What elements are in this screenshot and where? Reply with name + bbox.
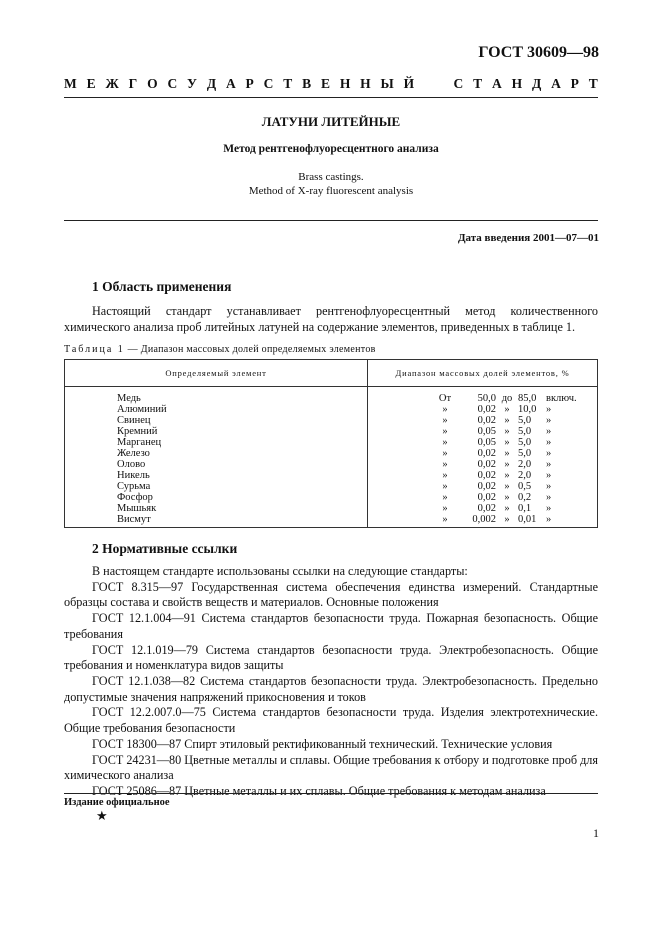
range-to-value: 5,0 — [518, 437, 532, 448]
range-cell — [368, 492, 598, 503]
column-header-range: Диапазон массовых долей элементов, % — [368, 360, 598, 387]
table-1-label: Таблица 1 — [64, 344, 125, 355]
references-intro: В настоящем стандарте использованы ссылки на следующие стандарты: — [92, 564, 468, 578]
banner-letter: В — [302, 76, 312, 91]
elements-table — [64, 359, 598, 528]
section-1-paragraph: Настоящий стандарт устанавливает рентгенофлуоресцентный метод количественного химического анализа проб литейных латуней на содержание элементов, приведенных в таблице 1. — [64, 304, 598, 334]
range-to-label: » — [504, 437, 510, 448]
table-row — [65, 426, 598, 437]
section-2-heading: 2 Нормативные ссылки — [92, 541, 238, 556]
element-name: Железо — [65, 448, 368, 459]
range-from-label: » — [442, 437, 448, 448]
element-name: Марганец — [65, 437, 368, 448]
range-to-label: » — [504, 426, 510, 437]
range-suffix: » — [546, 459, 552, 470]
banner-letter: Р — [570, 76, 579, 91]
range-suffix: » — [546, 426, 552, 437]
element-name: Висмут — [65, 514, 368, 528]
banner-letter: С — [263, 76, 274, 91]
range-from-label: » — [442, 448, 448, 459]
reference-item: ГОСТ 12.1.019—79 Система стандартов безопасности труда. Электробезопасность. Общие требования и номенклатура видов защиты — [64, 642, 598, 673]
range-suffix: » — [546, 448, 552, 459]
range-to-label: до — [501, 393, 513, 404]
english-title-line-1: Brass castings. — [298, 171, 364, 183]
range-from-value: 0,02 — [477, 470, 496, 481]
table-1-caption — [64, 344, 376, 355]
range-cell — [368, 387, 598, 405]
english-title-line-2: Method of X-ray fluorescent analysis — [248, 185, 414, 197]
range-to-value: 5,0 — [518, 426, 532, 437]
range-to-value: 85,0 — [518, 393, 537, 404]
range-cell — [368, 514, 598, 528]
range-to-value: 0,2 — [518, 492, 532, 503]
element-name: Алюминий — [65, 404, 368, 415]
official-edition-label: Издание официальное — [64, 797, 170, 808]
range-suffix: » — [546, 481, 552, 492]
elements-table-body — [65, 387, 598, 528]
document-subtitle: Метод рентгенофлуоресцентного анализа — [223, 143, 439, 155]
range-to-value: 0,1 — [518, 503, 532, 514]
range-from-value: 0,02 — [477, 404, 496, 415]
table-row — [65, 492, 598, 503]
banner-letter: Т — [283, 76, 293, 91]
range-from-label: » — [442, 514, 448, 525]
footer-rule — [64, 793, 598, 794]
banner-letter: А — [491, 76, 502, 91]
reference-item: ГОСТ 8.315—97 Государственная система обеспечения единства измерений. Стандартные образцы состава и свойств веществ и материалов. Основные положения — [64, 579, 598, 610]
range-from-value: 0,02 — [477, 459, 496, 470]
element-name: Мышьяк — [65, 503, 368, 514]
table-row — [65, 448, 598, 459]
range-to-value: 0,5 — [518, 481, 532, 492]
element-name: Сурьма — [65, 481, 368, 492]
range-to-value: 10,0 — [518, 404, 537, 415]
range-to-label: » — [504, 514, 510, 525]
range-suffix: » — [546, 437, 552, 448]
banner-letter: Р — [245, 76, 254, 91]
banner-letter: Н — [339, 76, 351, 91]
range-to-value: 5,0 — [518, 415, 532, 426]
element-name: Никель — [65, 470, 368, 481]
range-to-value: 2,0 — [518, 470, 532, 481]
range-to-label: » — [504, 404, 510, 415]
range-from-value: 0,02 — [477, 415, 496, 426]
table-row — [65, 459, 598, 470]
range-from-value: 0,02 — [477, 503, 496, 514]
table-1-caption-text: — Диапазон массовых долей определяемых элементов — [127, 344, 376, 355]
banner-letter: С — [167, 76, 178, 91]
introduction-date: Дата введения 2001—07—01 — [457, 232, 599, 244]
range-cell — [368, 415, 598, 426]
header-rule — [64, 97, 598, 98]
range-to-label: » — [504, 481, 510, 492]
document-code: ГОСТ 30609—98 — [478, 44, 599, 61]
interstate-standard-banner — [64, 76, 598, 92]
range-from-value: 0,02 — [477, 481, 496, 492]
range-from-label: » — [442, 481, 448, 492]
banner-letter: Т — [473, 76, 483, 91]
banner-letter: О — [147, 76, 158, 91]
range-from-label: » — [442, 404, 448, 415]
reference-item: ГОСТ 18300—87 Спирт этиловый ректификованный технический. Технические условия — [92, 736, 553, 751]
reference-item: ГОСТ 12.1.004—91 Система стандартов безопасности труда. Пожарная безопасность. Общие требования — [64, 611, 598, 641]
range-cell — [368, 459, 598, 470]
table-row — [65, 387, 598, 405]
page-number: 1 — [593, 826, 599, 840]
range-from-label: » — [442, 415, 448, 426]
range-from-value: 0,02 — [477, 492, 496, 503]
reference-item: ГОСТ 24231—80 Цветные металлы и сплавы. Общие требования к отбору и подготовке проб для химического анализа — [64, 752, 598, 783]
range-suffix: » — [546, 492, 552, 503]
banner-letter: Т — [588, 76, 598, 91]
range-to-label: » — [504, 448, 510, 459]
range-suffix: включ. — [546, 393, 577, 404]
banner-letter: Н — [360, 76, 371, 91]
star-icon: ★ — [96, 808, 108, 823]
section-1-heading: 1 Область применения — [92, 279, 232, 294]
banner-letter: Н — [511, 76, 523, 91]
table-row — [65, 514, 598, 528]
banner-letter: С — [453, 76, 464, 91]
table-row — [65, 415, 598, 426]
range-cell — [368, 503, 598, 514]
banner-letter: Ж — [105, 76, 119, 91]
banner-letter: Е — [86, 76, 96, 91]
banner-letter: Г — [128, 76, 138, 91]
range-from-label: » — [442, 470, 448, 481]
title-rule — [64, 220, 598, 221]
document-title: ЛАТУНИ ЛИТЕЙНЫЕ — [261, 114, 401, 129]
range-suffix: » — [546, 470, 552, 481]
banner-letter: А — [551, 76, 561, 91]
table-row — [65, 470, 598, 481]
range-from-value: 0,02 — [477, 448, 496, 459]
element-name: Медь — [65, 387, 368, 405]
banner-letter: Й — [403, 76, 415, 91]
element-name: Фосфор — [65, 492, 368, 503]
element-name: Свинец — [65, 415, 368, 426]
range-from-value: 0,002 — [472, 514, 496, 525]
range-to-label: » — [504, 470, 510, 481]
range-from-label: » — [442, 426, 448, 437]
range-to-label: » — [504, 459, 510, 470]
section-1-text — [64, 304, 598, 335]
range-suffix: » — [546, 404, 552, 415]
range-from-value: 50,0 — [477, 393, 496, 404]
range-cell — [368, 481, 598, 492]
range-cell — [368, 470, 598, 481]
table-row — [65, 404, 598, 415]
range-suffix: » — [546, 415, 552, 426]
section-2-text — [64, 564, 598, 800]
range-from-value: 0,05 — [477, 437, 496, 448]
banner-letter: Ы — [380, 76, 394, 91]
range-cell — [368, 448, 598, 459]
range-suffix: » — [546, 514, 552, 525]
reference-item: ГОСТ 12.2.007.0—75 Система стандартов безопасности труда. Изделия электротехнические. Общие требования безопасности — [64, 705, 598, 735]
table-row — [65, 481, 598, 492]
banner-letter: У — [187, 76, 197, 91]
table-row — [65, 503, 598, 514]
range-from-label: » — [442, 492, 448, 503]
range-cell — [368, 426, 598, 437]
range-from-label: » — [442, 503, 448, 514]
range-to-label: » — [504, 415, 510, 426]
range-to-label: » — [504, 503, 510, 514]
banner-letter: Е — [320, 76, 330, 91]
range-to-value: 2,0 — [518, 459, 532, 470]
reference-item: ГОСТ 25086—87 Цветные металлы и их сплавы. Общие требования к методам анализа — [92, 784, 546, 799]
banner-letter: А — [225, 76, 236, 91]
banner-letter: Д — [531, 76, 542, 91]
range-suffix: » — [546, 503, 552, 514]
range-to-label: » — [504, 492, 510, 503]
range-to-value: 5,0 — [518, 448, 532, 459]
range-cell — [368, 437, 598, 448]
table-row — [65, 437, 598, 448]
banner-letter: М — [64, 76, 77, 91]
range-from-label: » — [442, 459, 448, 470]
range-from-value: 0,05 — [477, 426, 496, 437]
reference-item: ГОСТ 12.1.038—82 Система стандартов безопасности труда. Электробезопасность. Предельно допустимые значения напряжений прикосновения и токов — [64, 674, 598, 704]
range-cell — [368, 404, 598, 415]
range-to-value: 0,01 — [518, 514, 537, 525]
range-from-label: От — [438, 393, 452, 404]
banner-letter: Д — [206, 76, 217, 91]
element-name: Олово — [65, 459, 368, 470]
column-header-element: Определяемый элемент — [65, 360, 368, 387]
element-name: Кремний — [65, 426, 368, 437]
